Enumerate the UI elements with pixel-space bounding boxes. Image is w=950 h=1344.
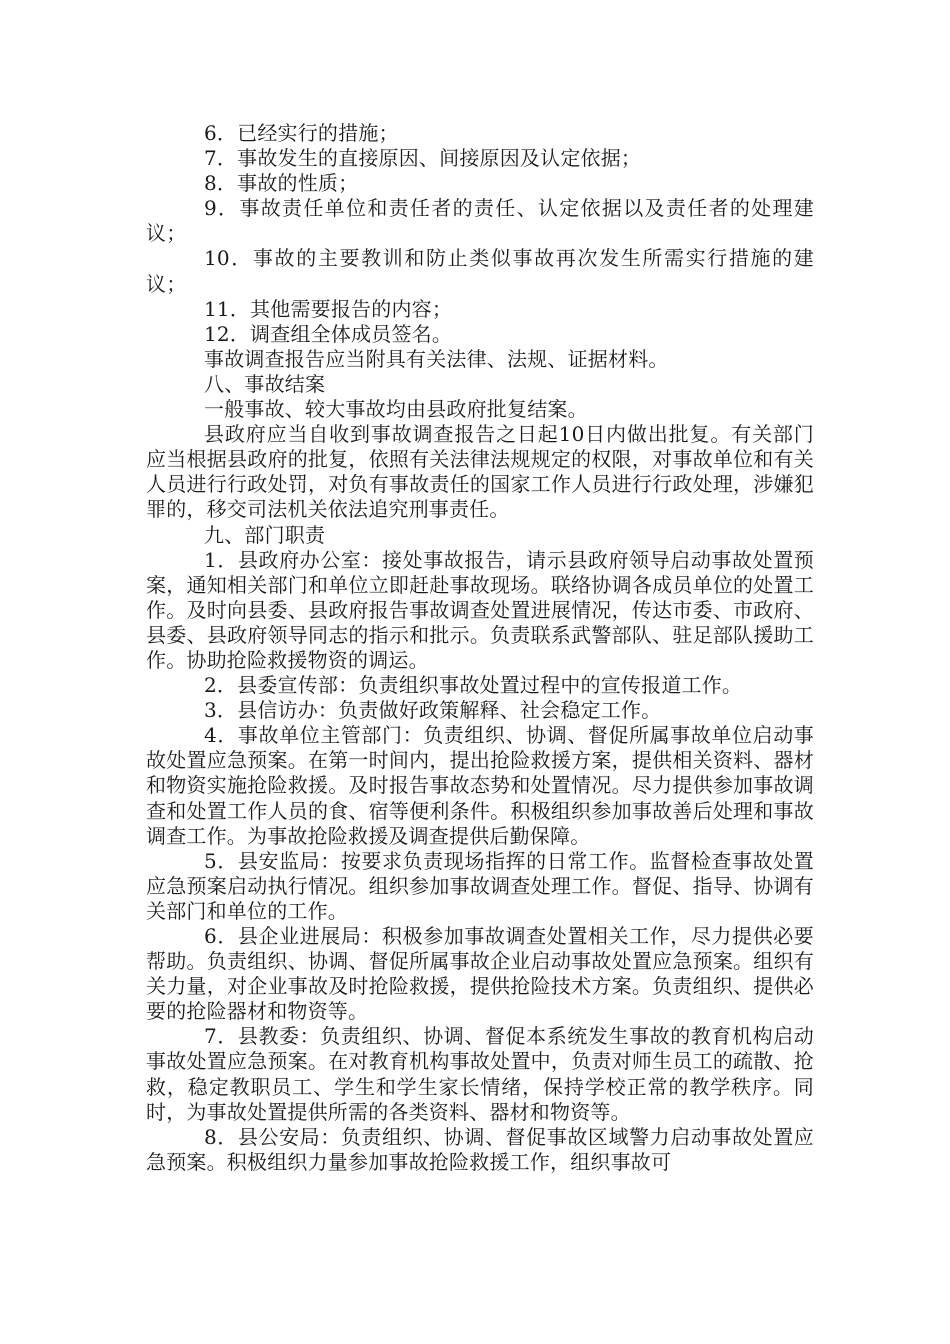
duty-item-5: 5．县安监局：按要求负责现场指挥的日常工作。监督检查事故处置应急预案启动执行情况。组织参加事故调查处理工作。督促、指导、协调有关部门和单位的工作。 bbox=[146, 848, 814, 923]
list-item-12-signatures: 12．调查组全体成员签名。 bbox=[204, 321, 453, 346]
duty-item-8: 8．县公安局：负责组织、协调、督促事故区域警力启动事故处置应急预案。积极组织力量参加事故抢险救援工作，组织事故可 bbox=[146, 1124, 814, 1174]
closure-paragraph-2: 县政府应当自收到事故调查报告之日起10日内做出批复。有关部门应当根据县政府的批复，依照有关法律法规规定的权限，对事故单位和有关人员进行行政处罚，对负有事故责任的国家工作人员进行行政处理，涉嫌犯罪的，移交司法机关依法追究刑事责任。 bbox=[146, 422, 814, 522]
document-page bbox=[146, 121, 814, 1175]
list-item-6-measures: 6．已经实行的措施； bbox=[204, 121, 399, 145]
duty-item-2: 2．县委宣传部：负责组织事故处置过程中的宣传报道工作。 bbox=[204, 673, 743, 698]
duty-item-6: 6．县企业进展局：积极参加事故调查处置相关工作，尽力提供必要帮助。负责组织、协调、督促所属事故企业启动事故处置应急预案。组织有关力量，对企业事故及时抢险救援，提供抢险技术方案。负责组织、提供必要的抢险器材和物资等。 bbox=[146, 924, 814, 1024]
closure-paragraph-1: 一般事故、较大事故均由县政府批复结案。 bbox=[204, 397, 588, 422]
list-item-7-causes: 7．事故发生的直接原因、间接原因及认定依据； bbox=[204, 146, 642, 171]
list-item-9-responsibility: 9．事故责任单位和责任者的责任、认定依据以及责任者的处理建议； bbox=[146, 196, 814, 246]
list-item-11-other: 11．其他需要报告的内容； bbox=[204, 296, 453, 321]
duty-item-4: 4．事故单位主管部门：负责组织、协调、督促所属事故单位启动事故处置应急预案。在第一时间内，提出抢险救援方案，提供相关资料、器材和物资实施抢险救援。及时报告事故态势和处置情况。尽力提供参加事故调查和处置工作人员的食、宿等便利条件。积极组织参加事故善后处理和事故调查工作。为事故抢险救援及调查提供后勤保障。 bbox=[146, 723, 814, 848]
list-item-8-nature: 8．事故的性质； bbox=[204, 171, 359, 196]
list-item-10-lessons: 10．事故的主要教训和防止类似事故再次发生所需实行措施的建议； bbox=[146, 246, 814, 296]
section-heading-9: 九、部门职责 bbox=[204, 522, 326, 547]
section-heading-8: 八、事故结案 bbox=[204, 371, 326, 396]
duty-item-7: 7．县教委：负责组织、协调、督促本系统发生事故的教育机构启动事故处置应急预案。在对教育机构事故处置中，负责对师生员工的疏散、抢救，稳定教职员工、学生和学生家长情绪，保持学校正常的教学秩序。同时，为事故处置提供所需的各类资料、器材和物资等。 bbox=[146, 1024, 814, 1124]
report-attachments-paragraph: 事故调查报告应当附具有关法律、法规、证据材料。 bbox=[204, 346, 669, 371]
duty-item-1: 1．县政府办公室：接处事故报告，请示县政府领导启动事故处置预案，通知相关部门和单位立即赶赴事故现场。联络协调各成员单位的处置工作。及时向县委、县政府报告事故调查处置进展情况，传达市委、市政府、县委、县政府领导同志的指示和批示。负责联系武警部队、驻足部队援助工作。协助抢险救援物资的调运。 bbox=[146, 547, 814, 672]
duty-item-3: 3．县信访办：负责做好政策解释、社会稳定工作。 bbox=[204, 698, 662, 723]
